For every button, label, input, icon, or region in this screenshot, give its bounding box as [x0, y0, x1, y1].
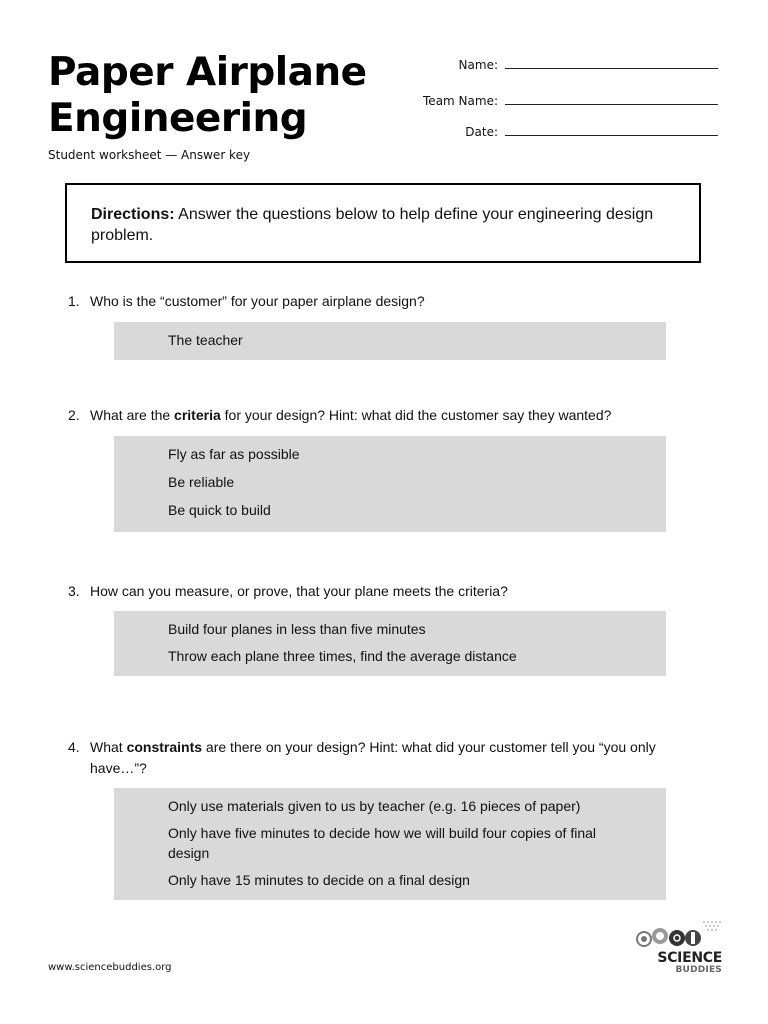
logo-circles-icon [632, 918, 728, 952]
question-number: 1. [68, 293, 80, 309]
question-text [90, 405, 678, 426]
directions-label: Directions: [91, 206, 175, 223]
worksheet-subtitle: Student worksheet — Answer key [48, 148, 251, 162]
title-line-1: Paper Airplane [48, 50, 367, 95]
footer-url[interactable]: www.sciencebuddies.org [48, 962, 172, 973]
answer-item: Fly as far as possible [168, 446, 300, 462]
question-3 [68, 581, 678, 602]
question-keyword: criteria [174, 407, 221, 423]
question-2 [68, 405, 678, 426]
question-number: 2. [68, 407, 80, 423]
answer-item: Only have 15 minutes to decide on a final design [168, 872, 470, 888]
question-text-part: for your design? Hint: what did the customer say they wanted? [220, 407, 612, 423]
logo-text-science: SCIENCE [657, 950, 722, 966]
question-text-part: are there on your design? Hint: what did your customer tell you “you only have…”? [90, 739, 656, 776]
directions-text: Answer the questions below to help define your engineering design problem. [91, 206, 654, 244]
name-line[interactable] [505, 67, 718, 69]
answer-item: The teacher [168, 332, 243, 348]
date-field[interactable] [400, 125, 718, 139]
question-number: 4. [68, 739, 80, 755]
answer-box-2 [114, 436, 666, 532]
team-name-line[interactable] [505, 103, 718, 105]
question-text-part: What are the [90, 407, 175, 423]
team-name-label: Team Name: [423, 94, 498, 108]
name-label: Name: [458, 58, 498, 72]
logo-text-buddies: BUDDIES [675, 965, 722, 975]
answer-box-3 [114, 611, 666, 676]
answer-item: Only have five minutes to decide how we will build four copies of final design [168, 825, 596, 861]
question-text [90, 581, 678, 602]
directions-box [65, 183, 701, 263]
team-name-field[interactable] [400, 94, 718, 108]
answer-item: Be quick to build [168, 502, 271, 518]
worksheet-title [48, 50, 367, 142]
answer-item: Build four planes in less than five minutes [168, 621, 426, 637]
question-text-part: How can you measure, or prove, that your plane meets the criteria? [90, 583, 508, 599]
date-line[interactable] [505, 134, 718, 136]
date-label: Date: [465, 125, 498, 139]
question-text [90, 291, 678, 312]
question-number: 3. [68, 583, 80, 599]
question-text-part: Who is the “customer” for your paper airplane design? [90, 293, 425, 309]
title-line-2: Engineering [48, 96, 308, 141]
answer-item: Be reliable [168, 474, 235, 490]
question-keyword: constraints [126, 739, 203, 755]
question-text [90, 737, 678, 779]
answer-box-1 [114, 322, 666, 360]
answer-item: Only use materials given to us by teacher (e.g. 16 pieces of paper) [168, 798, 581, 814]
answer-item: Throw each plane three times, find the average distance [168, 648, 517, 664]
name-field[interactable] [400, 58, 718, 72]
question-4 [68, 737, 678, 779]
question-1 [68, 291, 678, 312]
science-buddies-logo [632, 918, 728, 980]
question-text-part: What [90, 739, 127, 755]
answer-box-4 [114, 788, 666, 900]
